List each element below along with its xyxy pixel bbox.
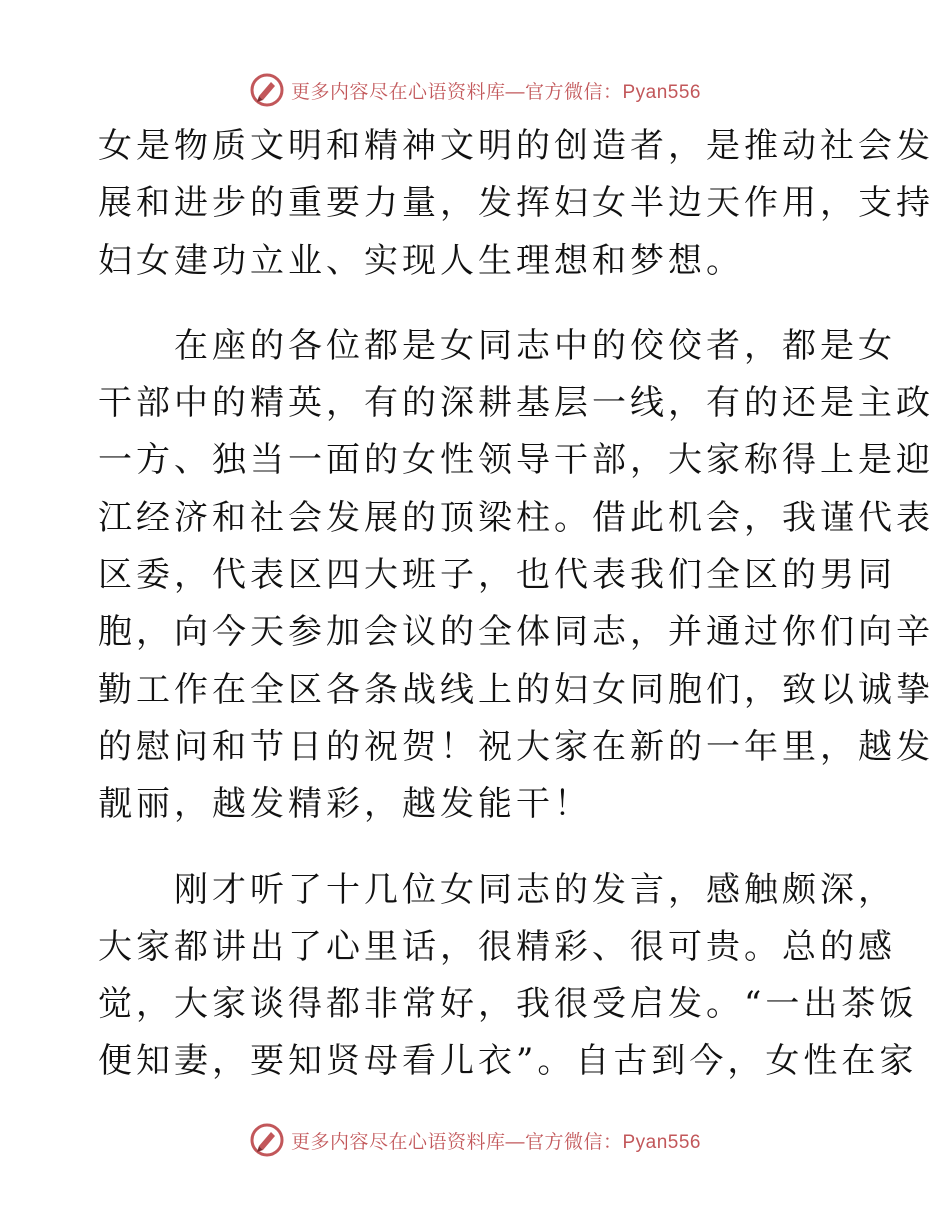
text-line: 靓丽，越发精彩，越发能干！ — [98, 784, 592, 825]
text-line: 勤工作在全区各条战线上的妇女同胞们，致以诚挚 — [98, 669, 934, 710]
text-line: 便知妻，要知贤母看儿衣”。自古到今，女性在家 — [98, 1041, 918, 1082]
header-watermark — [0, 70, 950, 110]
text-line: 区委，代表区四大班子，也代表我们全区的男同 — [98, 555, 896, 596]
text-line: 女是物质文明和精神文明的创造者，是推动社会发 — [98, 126, 934, 166]
footer-watermark — [0, 1120, 950, 1160]
text-line: 大家都讲出了心里话，很精彩、很可贵。总的感 — [98, 926, 896, 967]
text-line: 江经济和社会发展的顶梁柱。借此机会，我谨代表 — [98, 497, 934, 538]
text-line: 的慰问和节日的祝贺！祝大家在新的一年里，越发 — [98, 726, 934, 767]
text-line: 在座的各位都是女同志中的佼佼者，都是女 — [98, 325, 896, 366]
watermark-text: 更多内容尽在心语资料库—官方微信：Pyan556 — [290, 81, 701, 103]
text-line: 干部中的精英，有的深耕基层一线，有的还是主政 — [98, 383, 934, 424]
watermark-text: 更多内容尽在心语资料库—官方微信：Pyan556 — [290, 1131, 701, 1153]
text-line: 展和进步的重要力量，发挥妇女半边天作用，支持 — [98, 183, 934, 224]
pen-logo-icon — [249, 1122, 285, 1158]
pen-logo-icon — [249, 72, 285, 108]
text-line: 胞，向今天参加会议的全体同志，并通过你们向辛 — [98, 612, 934, 653]
text-line: 一方、独当一面的女性领导干部，大家称得上是迎 — [98, 440, 934, 481]
paragraph-3 — [98, 862, 918, 1091]
text-line: 刚才听了十几位女同志的发言，感触颇深， — [98, 869, 896, 910]
paragraph-2 — [98, 318, 934, 834]
paragraph-1 — [98, 118, 934, 290]
text-line: 妇女建功立业、实现人生理想和梦想。 — [98, 240, 744, 281]
text-line: 觉，大家谈得都非常好，我很受启发。“一出茶饭 — [98, 984, 918, 1025]
document-body — [98, 118, 934, 1091]
